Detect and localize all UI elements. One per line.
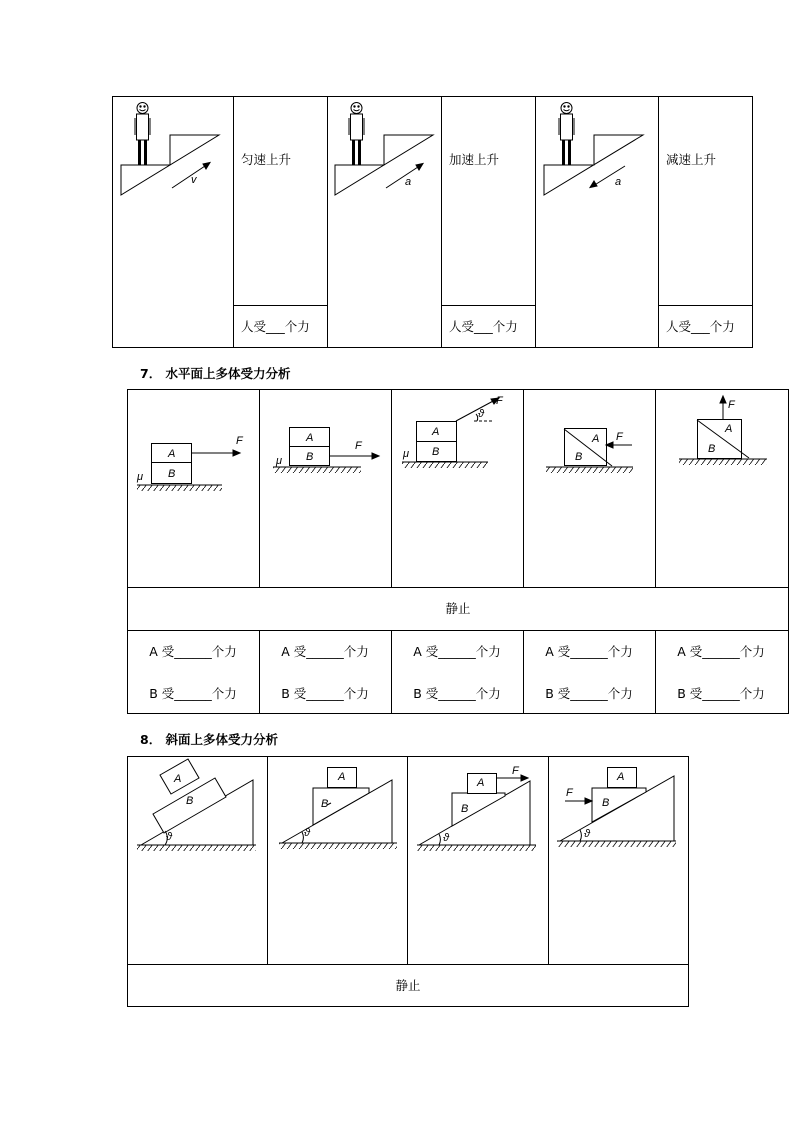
answer-accelerate: 人受___个力 xyxy=(449,319,518,334)
h1-label-f: F xyxy=(236,435,243,447)
h1-label-a: A xyxy=(168,448,176,460)
section7-heading: 7． 水平面上多体受力分析 xyxy=(140,366,291,381)
h2-label-f: F xyxy=(355,440,362,452)
i1-label-a: A xyxy=(174,773,182,785)
section7-state: 静止 xyxy=(445,601,471,616)
h4-label-f: F xyxy=(616,431,623,443)
answer-uniform: 人受___个力 xyxy=(241,319,310,334)
i3-label-theta: ϑ xyxy=(443,832,450,844)
h5-label-f: F xyxy=(728,399,735,411)
i4-label-theta: ϑ xyxy=(584,828,591,840)
i2-label-theta: ϑ xyxy=(304,827,311,839)
motion-uniform: 匀速上升 xyxy=(241,152,292,167)
h3-label-b: B xyxy=(432,446,440,458)
h2-label-a: A xyxy=(306,432,314,444)
i3-label-a: A xyxy=(477,777,485,789)
h3-label-f: F xyxy=(496,395,503,407)
h2-answer-a: A 受______个力 xyxy=(281,644,369,659)
arrow-label-1: v xyxy=(191,174,197,186)
h1-label-b: B xyxy=(168,468,176,480)
h2-answer-b: B 受______个力 xyxy=(281,686,369,701)
arrow-label-2: a xyxy=(405,176,412,188)
h4-answer-a: A 受______个力 xyxy=(545,644,633,659)
i3-label-b: B xyxy=(461,803,469,815)
i4-label-a: A xyxy=(617,771,625,783)
h2-label-mu: μ xyxy=(276,455,283,467)
h2-label-b: B xyxy=(306,451,314,463)
h4-label-b: B xyxy=(575,451,583,463)
section8-heading: 8． 斜面上多体受力分析 xyxy=(140,732,279,747)
h1-label-mu: μ xyxy=(137,471,144,483)
i4-label-b: B xyxy=(602,797,610,809)
motion-accelerate: 加速上升 xyxy=(449,152,500,167)
i-figure-1 xyxy=(137,759,256,851)
arrow-label-3: a xyxy=(615,176,622,188)
i2-label-b: B xyxy=(321,798,329,810)
i4-label-f: F xyxy=(566,787,573,799)
h1-answer-a: A 受______个力 xyxy=(149,644,237,659)
h5-answer-b: B 受______个力 xyxy=(677,686,765,701)
h3-label-a: A xyxy=(432,426,440,438)
i1-label-theta: ϑ xyxy=(166,831,173,843)
h1-answer-b: B 受______个力 xyxy=(149,686,237,701)
h4-label-a: A xyxy=(592,433,600,445)
h4-answer-b: B 受______个力 xyxy=(545,686,633,701)
i2-label-a: A xyxy=(338,771,346,783)
h5-label-b: B xyxy=(708,443,716,455)
h5-label-a: A xyxy=(725,423,733,435)
section8-state: 静止 xyxy=(395,978,421,993)
answer-decelerate: 人受___个力 xyxy=(666,319,735,334)
h3-label-mu: μ xyxy=(403,448,410,460)
h3-answer-a: A 受______个力 xyxy=(413,644,501,659)
i3-label-f: F xyxy=(512,765,519,777)
motion-decelerate: 减速上升 xyxy=(666,152,717,167)
h3-answer-b: B 受______个力 xyxy=(413,686,501,701)
h5-answer-a: A 受______个力 xyxy=(677,644,765,659)
i1-label-b: B xyxy=(186,795,194,807)
h3-label-theta: ϑ xyxy=(478,408,485,420)
